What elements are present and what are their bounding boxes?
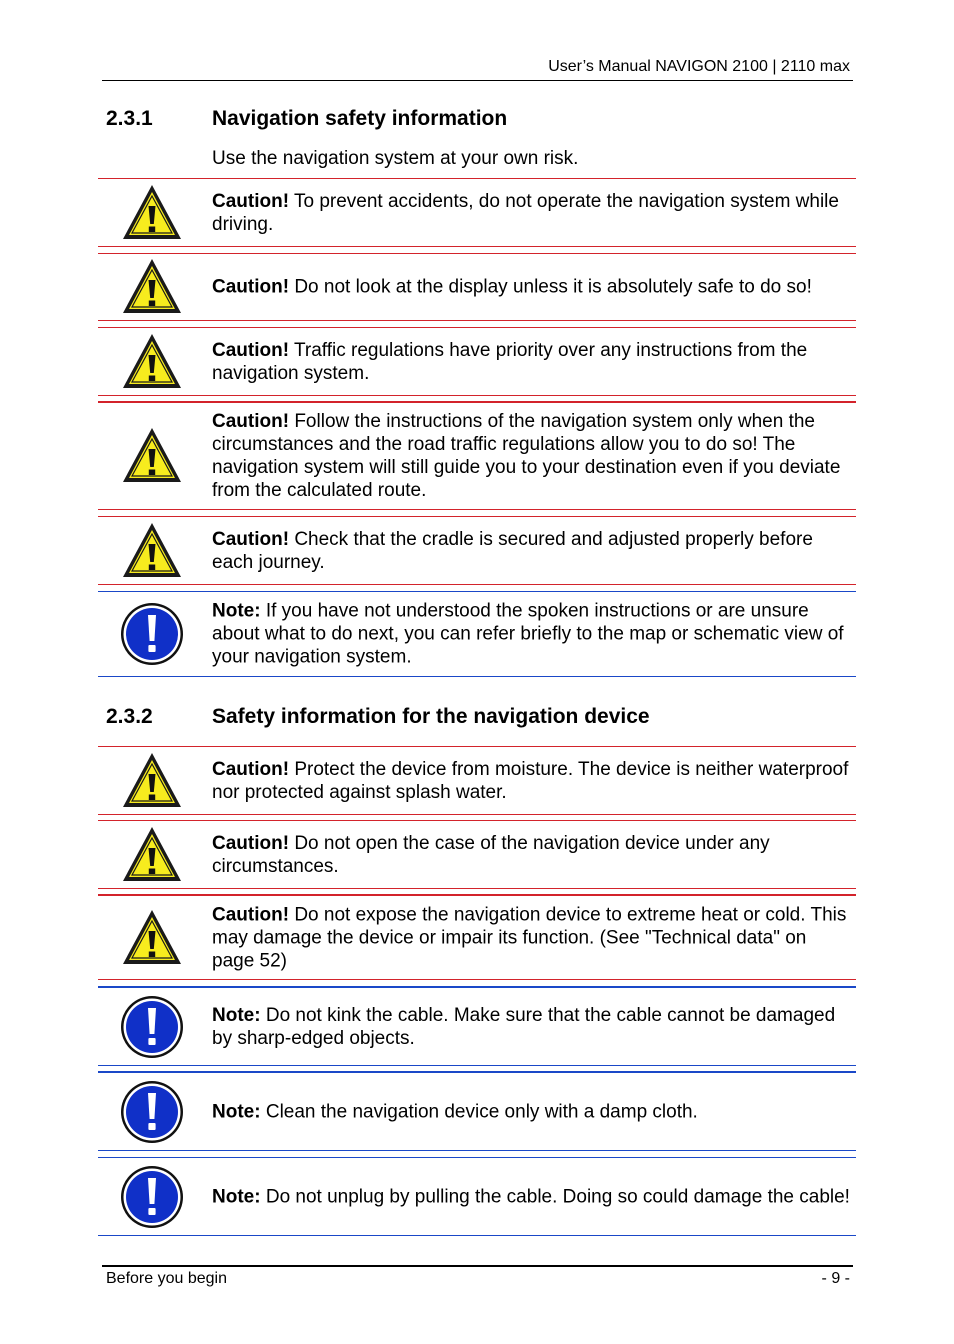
exclamation-circle-icon <box>120 995 184 1059</box>
notice-text <box>212 528 850 574</box>
warning-triangle-icon <box>120 255 184 319</box>
footer-page-number: - 9 - <box>821 1270 850 1287</box>
notice-text <box>212 903 850 972</box>
notice-label: Caution! <box>212 904 290 925</box>
note-notice <box>98 1071 856 1151</box>
footer-chapter: Before you begin <box>106 1270 227 1287</box>
section-title: Safety information for the navigation device <box>212 705 650 728</box>
caution-notice <box>98 401 856 510</box>
section-number: 2.3.1 <box>106 107 153 130</box>
notice-body: Follow the instructions of the navigation system only when the circumstances and the road traffic regulations allow you to do so! The navigation system will still guide you to your destination even if you deviate from the calculated route. <box>212 411 841 501</box>
section-number: 2.3.2 <box>106 705 153 728</box>
page-header-title: User’s Manual NAVIGON 2100 | 2110 max <box>548 58 850 75</box>
notice-label: Caution! <box>212 339 290 361</box>
notice-body: Do not open the case of the navigation device under any circumstances. <box>212 832 770 877</box>
exclamation-circle-icon <box>120 1165 184 1229</box>
caution-notice <box>98 746 856 815</box>
note-notice <box>98 986 856 1066</box>
note-notice <box>98 1157 856 1236</box>
notice-label: Note: <box>212 1004 261 1026</box>
notice-label: Caution! <box>212 832 290 854</box>
caution-notice <box>98 327 856 396</box>
caution-notice <box>98 253 856 321</box>
caution-notice <box>98 178 856 247</box>
warning-triangle-icon <box>120 823 184 887</box>
notice-body: Do not expose the navigation device to extreme heat or cold. This may damage the device or impair its function. (See "Technical data" on page 52) <box>212 904 847 971</box>
notice-text <box>212 276 850 299</box>
notice-body: To prevent accidents, do not operate the navigation system while driving. <box>212 190 839 235</box>
notice-text <box>212 1100 850 1123</box>
note-notice <box>98 591 856 677</box>
notice-text <box>212 758 850 804</box>
notice-text <box>212 600 850 669</box>
section-intro: Use the navigation system at your own risk. <box>212 148 579 169</box>
section-title: Navigation safety information <box>212 107 508 130</box>
exclamation-circle-icon <box>120 1080 184 1144</box>
notice-body: Clean the navigation device only with a damp cloth. <box>260 1101 698 1122</box>
warning-triangle-icon <box>120 519 184 583</box>
warning-triangle-icon <box>120 749 184 813</box>
notice-text <box>212 190 850 236</box>
exclamation-circle-icon <box>120 602 184 666</box>
notice-label: Caution! <box>212 190 290 212</box>
notice-body: Do not kink the cable. Make sure that the cable cannot be damaged by sharp-edged objects. <box>212 1004 836 1049</box>
warning-triangle-icon <box>120 424 184 488</box>
notice-text <box>212 832 850 878</box>
notice-label: Caution! <box>212 528 290 550</box>
notice-body: If you have not understood the spoken instructions or are unsure about what to do next, you can refer briefly to the map or schematic view of your navigation system. <box>212 600 844 668</box>
warning-triangle-icon <box>120 181 184 245</box>
notice-body: Do not unplug by pulling the cable. Doing so could damage the cable! <box>260 1186 850 1207</box>
notice-label: Note: <box>212 1186 261 1207</box>
footer-rule <box>102 1265 853 1267</box>
notice-text <box>212 339 850 385</box>
notice-text <box>212 1185 850 1208</box>
notice-label: Note: <box>212 600 261 622</box>
caution-notice <box>98 820 856 889</box>
caution-notice <box>98 894 856 980</box>
notice-label: Caution! <box>212 411 290 432</box>
notice-label: Note: <box>212 1101 261 1122</box>
header-rule <box>102 80 853 81</box>
notice-body: Traffic regulations have priority over any instructions from the navigation system. <box>212 339 808 384</box>
notice-body: Do not look at the display unless it is absolutely safe to do so! <box>289 276 812 298</box>
notice-label: Caution! <box>212 758 290 780</box>
notice-text <box>212 1004 850 1050</box>
notice-label: Caution! <box>212 276 290 298</box>
notice-body: Check that the cradle is secured and adjusted properly before each journey. <box>212 528 813 573</box>
notice-text <box>212 410 850 502</box>
warning-triangle-icon <box>120 906 184 970</box>
caution-notice <box>98 516 856 585</box>
notice-body: Protect the device from moisture. The device is neither waterproof nor protected against splash water. <box>212 758 849 803</box>
warning-triangle-icon <box>120 330 184 394</box>
